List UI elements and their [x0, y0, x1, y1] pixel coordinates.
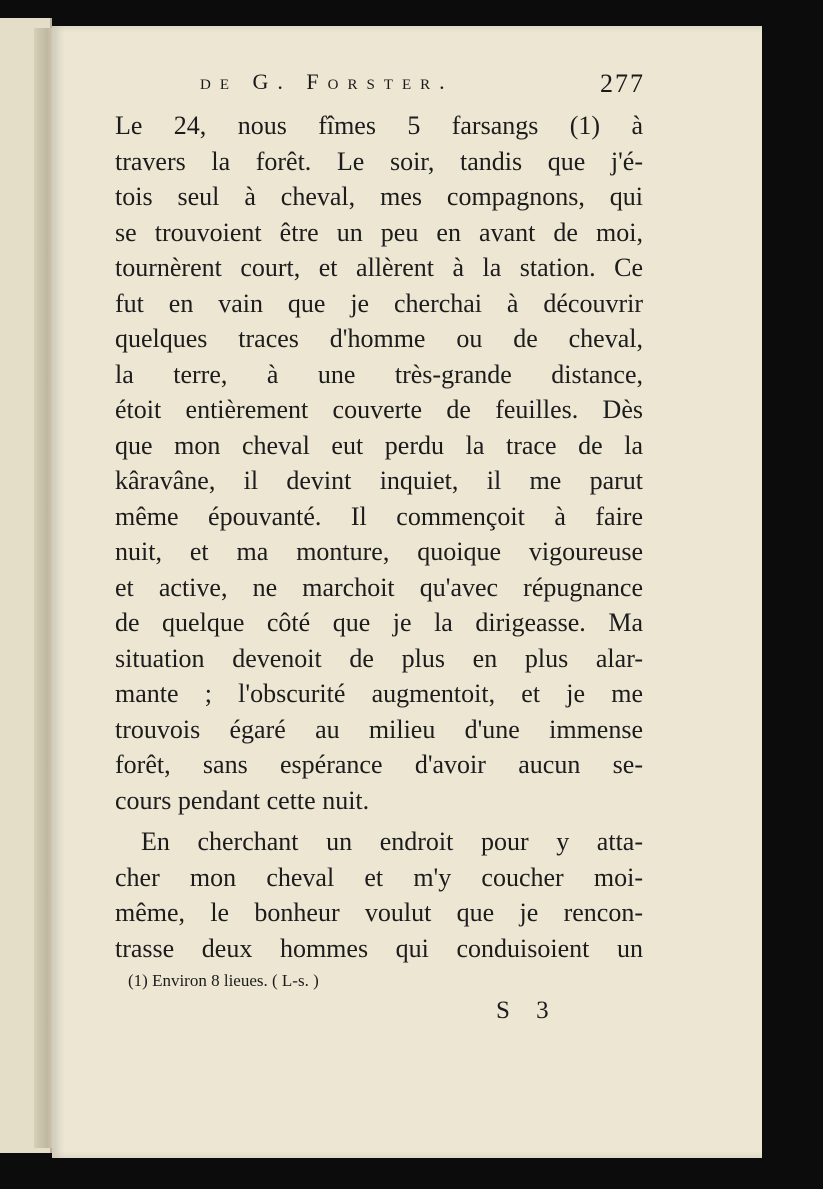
text-line: tournèrent court, et allèrent à la station. Ce	[115, 253, 643, 282]
text-line: trasse deux hommes qui conduisoient un	[115, 933, 643, 963]
text-line: travers la forêt. Le soir, tandis que j'é-	[115, 146, 643, 176]
text-line: la terre, à une très-grande distance,	[115, 359, 643, 389]
running-header	[200, 62, 645, 102]
paragraph-2	[115, 824, 643, 966]
text-line: fut en vain que je cherchai à découvrir	[115, 288, 643, 318]
page-number: 277	[600, 69, 645, 98]
text-line: mante ; l'obscurité augmentoit, et je me	[115, 679, 643, 708]
text-line: de quelque côté que je la dirigeasse. Ma	[115, 608, 643, 637]
text-line: même épouvanté. Il commençoit à faire	[115, 501, 643, 531]
text-line: cours pendant cette nuit.	[115, 785, 370, 815]
paragraph-1	[115, 108, 643, 818]
running-title: de G. Forster.	[200, 69, 454, 94]
signature-mark: S 3	[496, 997, 559, 1024]
text-line: même, le bonheur voulut que je rencon-	[115, 898, 643, 927]
text-line: trouvois égaré au milieu d'une immense	[115, 714, 643, 744]
text-line: En cherchant un endroit pour y atta-	[141, 827, 643, 856]
text-line: forêt, sans espérance d'avoir aucun se-	[115, 750, 643, 779]
text-line: et active, ne marchoit qu'avec répugnance	[115, 572, 643, 602]
text-line: que mon cheval eut perdu la trace de la	[115, 430, 643, 460]
text-line: cher mon cheval et m'y coucher moi-	[115, 862, 643, 892]
footnote: (1) Environ 8 lieues. ( L-s. )	[128, 971, 319, 990]
text-line: situation devenoit de plus en plus alar-	[115, 643, 643, 673]
text-line: Le 24, nous fîmes 5 farsangs (1) à	[115, 111, 643, 140]
text-line: se trouvoient être un peu en avant de moi,	[115, 217, 643, 247]
text-line: kâravâne, il devint inquiet, il me parut	[115, 466, 643, 495]
text-line: tois seul à cheval, mes compagnons, qui	[115, 182, 643, 211]
text-line: nuit, et ma monture, quoique vigoureuse	[115, 537, 643, 566]
text-line: quelques traces d'homme ou de cheval,	[115, 324, 643, 353]
text-line: étoit entièrement couverte de feuilles. Dès	[115, 395, 643, 424]
body-text	[115, 108, 643, 966]
